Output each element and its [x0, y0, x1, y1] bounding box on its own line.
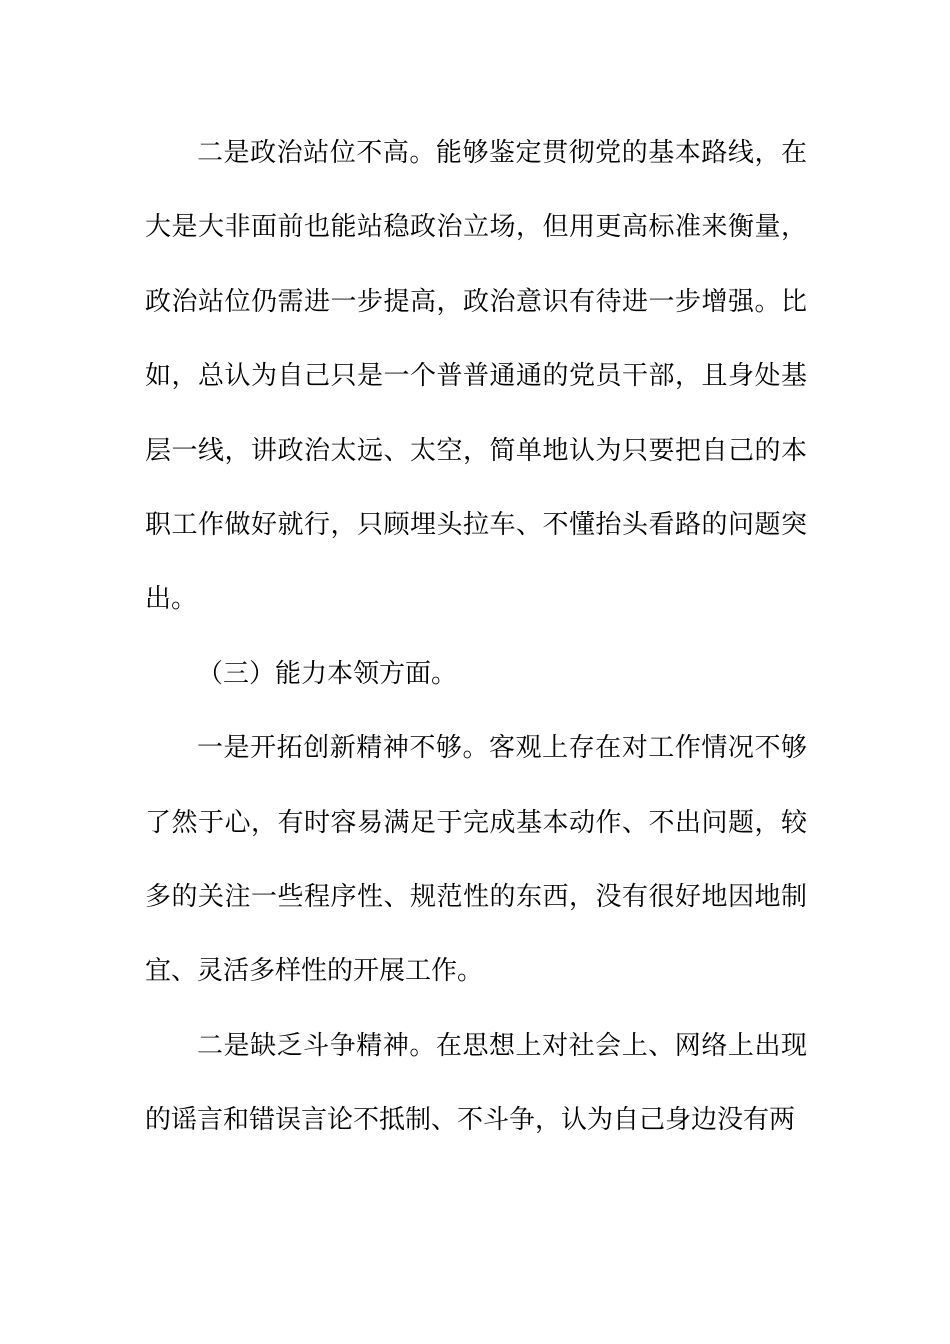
document-body: [145, 116, 807, 1158]
paragraph-political-stance: 二是政治站位不高。能够鉴定贯彻党的基本路线，在大是大非面前也能站稳政治立场，但用更高标准来衡量，政治站位仍需进一步提高，政治意识有待进一步增强。比如，总认为自己只是一个普普通通的党员干部，且身处基层一线，讲政治太远、太空，简单地认为只要把自己的本职工作做好就行，只顾埋头拉车、不懂抬头看路的问题突出。: [145, 138, 807, 615]
paragraph-fighting-spirit: 二是缺乏斗争精神。在思想上对社会上、网络上出现的谣言和错误言论不抵制、不斗争，认为自己身边没有两: [145, 1030, 807, 1136]
paragraph-innovation: 一是开拓创新精神不够。客观上存在对工作情况不够了然于心，有时容易满足于完成基本动作、不出问题，较多的关注一些程序性、规范性的东西，没有很好地因地制宜、灵活多样性的开展工作。: [145, 733, 807, 987]
section-heading-ability: （三）能力本领方面。: [197, 658, 458, 689]
